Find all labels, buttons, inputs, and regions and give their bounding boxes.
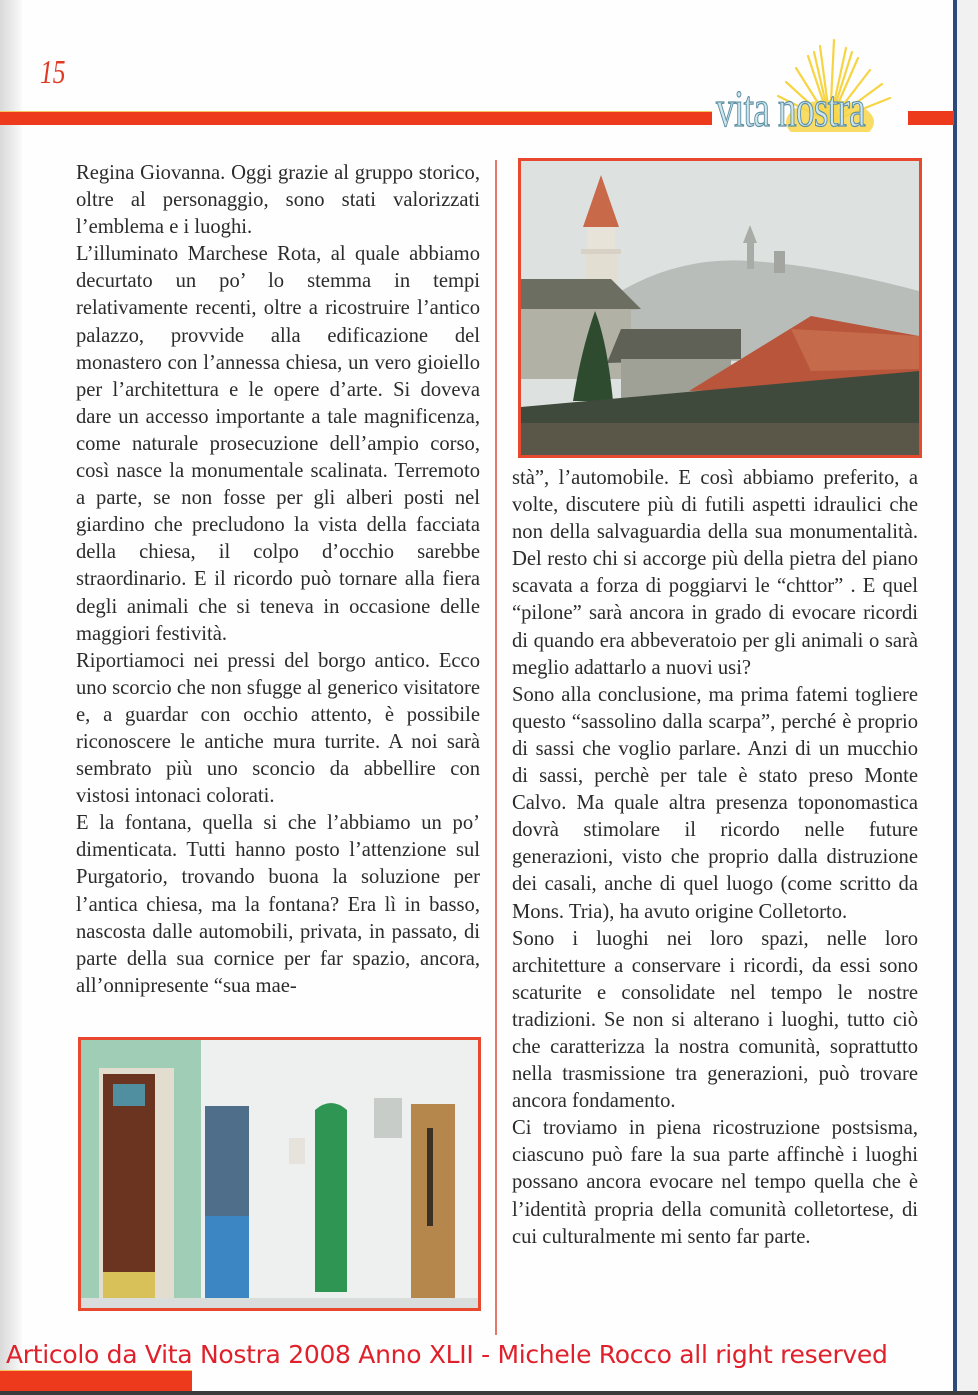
paragraph: Ci troviamo in piena ricostruzione postsisma, ciascuno può fare la sua parte affinchè i luoghi possano ancora evocare nel tempo quella che è l’identità propria della comunità colletortese, di cui culturalmente mi sento far parte.	[512, 1117, 918, 1248]
page-bottom-edge	[0, 1391, 978, 1395]
article-left-column	[76, 160, 480, 1000]
copyright-credit: Articolo da Vita Nostra 2008 Anno XLII - Michele Rocco all right reserved	[6, 1340, 888, 1369]
binding-shadow	[0, 0, 22, 1395]
paragraph: E la fontana, quella si che l’abbiamo un po’ dimenticata. Tutti hanno posto l’attenzione sul Purgatorio, trovando buona la soluzione per l’antica chiesa, ma la fontana? Era lì in basso, nascosta dalle automobili, privata, in passato, di parte della sua cornice per far spazio, ancora, all’onnipresente “sua mae-	[76, 812, 480, 997]
paragraph: Sono i luoghi nei loro spazi, nelle loro architetture a conservare i ricordi, da essi sono scaturite e consolidate nel tempo le nostre tradizioni. Se non si alterano i luoghi, tutto ciò che caratterizza la nostra comunità, soprattutto nella trasmissione tra generazioni, può trovare ancora fondamento.	[512, 927, 918, 1113]
town-landscape-image	[521, 161, 919, 455]
page-number: 15	[40, 54, 66, 91]
column-divider	[495, 160, 497, 1335]
paragraph: stà”, l’automobile. E così abbiamo preferito, a volte, discutere più di futili aspetti idraulici che non della salvaguardia della sua monumentalità. Del resto chi si accorge più della pietra del piano scavata a forza di poggiarvi le “chttor” . E quel “pilone” sarà ancora in grado di evocare ricordi di quando era abbeveratoio per gli animali o sarà meglio adattarlo a nuovi usi?	[512, 467, 918, 679]
header-rule-right	[908, 111, 954, 125]
paragraph: L’illuminato Marchese Rota, al quale abbiamo decurtato un po’ lo stemma in tempi relativamente recenti, oltre a ricostruire l’antico palazzo, provvide alla edificazione del monastero con l’annessa chiesa, un vero gioiello per l’architettura e le opere d’arte. Si doveva dare un accesso importante a tale magnificenza, come naturale prosecuzione dell’ampio corso, così nasce la monumentale scalinata. Terremoto a parte, se non fosse per gli alberi posti nel giardino che precludono la vista della facciata della chiesa, il colpo d’occhio sarebbe straordinario. E il ricordo può tornare alla fiera degli animali che si teneva in occasione delle maggiori festività.	[76, 243, 480, 645]
colored-doors-image	[81, 1040, 478, 1308]
article-right-column	[512, 465, 918, 1251]
town-photo	[518, 158, 922, 458]
magazine-logo	[712, 36, 908, 138]
page-edge-border	[953, 0, 957, 1395]
doors-photo	[78, 1037, 481, 1311]
page-edge-shade	[957, 0, 978, 1395]
paragraph: Sono alla conclusione, ma prima fatemi togliere questo “sassolino dalla scarpa”, perché è proprio di sassi che voglio parlare. Anzi di un mucchio di sassi, perchè per tale è stato preso Monte Calvo. Ma quale altra presenza toponomastica dovrà stimolare il ricordo nelle future generazioni, visto che proprio dalla distruzione dei casali, anche di quel luogo (come scritto da Mons. Tria), ha avuto origine Colletorto.	[512, 683, 918, 923]
logo-wordmark: vita nostra	[716, 81, 866, 138]
paragraph: Regina Giovanna. Oggi grazie al gruppo storico, oltre al personaggio, sono stati valorizzati l’emblema e i luoghi.	[76, 162, 480, 239]
header-rule	[0, 111, 712, 125]
paragraph: Riportiamoci nei pressi del borgo antico. Ecco uno scorcio che non sfugge al generico visitatore e, a guardar con occhio attento, è possibile riconoscere le antiche mura turrite. A noi sarà sembrato più uno sconcio da abbellire con vistosi intonaci colorati.	[76, 649, 480, 808]
footer-accent-block	[0, 1370, 192, 1392]
